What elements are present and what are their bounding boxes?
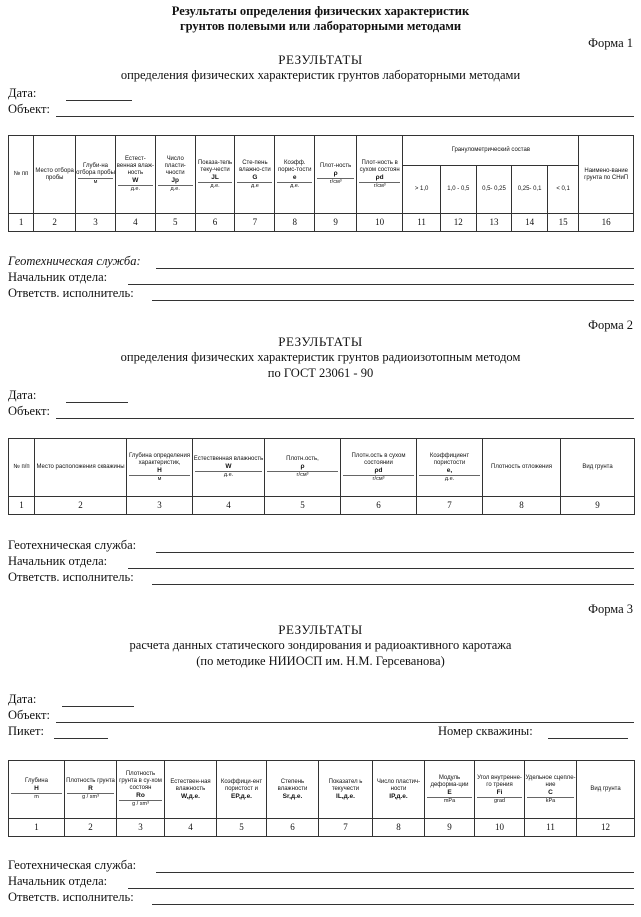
form3-column-number: 3 [117, 819, 165, 837]
form3-column-number: 10 [475, 819, 525, 837]
form1-column-number: 16 [579, 214, 634, 232]
form2-object-field[interactable] [56, 418, 634, 419]
form2-date-label: Дата: [8, 388, 37, 402]
form1-column-number: 4 [115, 214, 155, 232]
form2-header-cell: Плотн.ость, ρ г/см³ [265, 439, 341, 497]
form3-geo-service-label: Геотехническая служба: [8, 858, 137, 872]
form1-geo-service-field[interactable] [156, 268, 634, 269]
form1-header-cell: Коэфф. порис-тости e д.е. [275, 136, 315, 214]
form3-header-cell: Плотность грунта R g / sm³ [65, 761, 117, 819]
form3-column-number: 4 [165, 819, 217, 837]
form3-head-label: Начальник отдела: [8, 874, 108, 888]
form3-header-cell: Вид грунта [577, 761, 635, 819]
form3-column-number: 9 [425, 819, 475, 837]
form1-header-cell: Показа-тель теку-чести JL д.е. [195, 136, 235, 214]
form1-object-field[interactable] [56, 116, 634, 117]
form2-head-label: Начальник отдела: [8, 554, 108, 568]
form1-column-number: 12 [440, 214, 476, 232]
form3-borehole-field[interactable] [548, 738, 628, 739]
form3-object-label: Объект: [8, 708, 50, 722]
form1-column-number: 1 [9, 214, 34, 232]
form2-head-field[interactable] [128, 568, 634, 569]
form1-granulometry-sub: < 0,1 [547, 166, 578, 214]
form3-header-cell: Коэффици-ент пористост и EP,д.е. [217, 761, 267, 819]
form2-subheading2: по ГОСТ 23061 - 90 [267, 366, 374, 380]
form1-column-number: 10 [357, 214, 403, 232]
form3-object-field[interactable] [56, 722, 634, 723]
form2-column-number: 7 [417, 497, 483, 515]
form1-column-number: 5 [155, 214, 195, 232]
form2-column-number: 1 [9, 497, 35, 515]
form1-column-number: 8 [275, 214, 315, 232]
form1-granulometry-sub: 1,0 - 0,5 [440, 166, 476, 214]
form1-heading: РЕЗУЛЬТАТЫ [278, 52, 363, 67]
form1-table [8, 135, 634, 232]
form3-header-cell: Естествен-ная влажность W,д.е. [165, 761, 217, 819]
form3-executor-label: Ответств. исполнитель: [8, 890, 134, 904]
form2-date-field[interactable] [66, 402, 128, 403]
form2-column-number: 2 [35, 497, 127, 515]
form2-header-cell: Глубина определения характеристик, H м [127, 439, 193, 497]
form1-header-cell: Глуби-на отбора пробы м [76, 136, 116, 214]
form1-date-field[interactable] [66, 100, 132, 101]
form3-header-cell: Плотность грунта в су-хом состоян Ro g / sm³ [117, 761, 165, 819]
form3-subheading: расчета данных статического зондирования и радиоактивного каротажа [129, 638, 512, 652]
form1-column-number: 2 [34, 214, 76, 232]
form3-column-number: 11 [525, 819, 577, 837]
form2-geo-service-field[interactable] [156, 552, 634, 553]
form2-header-cell: № п/п [9, 439, 35, 497]
form1-column-number: 6 [195, 214, 235, 232]
form1-head-field[interactable] [128, 284, 634, 285]
form2-header-cell: Вид грунта [561, 439, 635, 497]
form2-header-cell: Плотн.ость в сухом состоянии ρd г/см³ [341, 439, 417, 497]
form2-heading: РЕЗУЛЬТАТЫ [278, 334, 363, 349]
form3-column-number: 6 [267, 819, 319, 837]
form3-date-field[interactable] [62, 706, 134, 707]
form2-header-cell: Плотность отложения [483, 439, 561, 497]
form3-column-number: 8 [373, 819, 425, 837]
form3-geo-service-field[interactable] [156, 872, 634, 873]
form3-head-field[interactable] [128, 888, 634, 889]
form3-header-cell: Модуль деформа-ции E mPa [425, 761, 475, 819]
form2-executor-label: Ответств. исполнитель: [8, 570, 134, 584]
form1-header-cell: Плот-ность в сухом состоян ρd г/см³ [357, 136, 403, 214]
form1-date-label: Дата: [8, 86, 37, 100]
form1-header-cell: Наимено-вание грунта по СНиП [579, 136, 634, 214]
form3-header-cell: Угол внутренне-го трения Fi grad [475, 761, 525, 819]
form2-column-number: 9 [561, 497, 635, 515]
form1-column-number: 3 [76, 214, 116, 232]
form1-column-number: 15 [547, 214, 578, 232]
form3-executor-field[interactable] [152, 904, 634, 905]
form3-header-cell: Глубина H m [9, 761, 65, 819]
form2-column-number: 4 [193, 497, 265, 515]
form2-column-number: 5 [265, 497, 341, 515]
form1-executor-label: Ответств. исполнитель: [8, 286, 134, 300]
form1-granulometry-header: Гранулометрический состав [403, 136, 579, 166]
form1-head-label: Начальник отдела: [8, 270, 108, 284]
form1-header-cell: Плот-ность ρ г/см³ [315, 136, 357, 214]
form1-header-cell: Число пласти-чности Jp д.е. [155, 136, 195, 214]
form2-header-cell: Место расположения скважины [35, 439, 127, 497]
form3-column-number: 7 [319, 819, 373, 837]
form3-header-cell: Число пластич-ности IP,д.е. [373, 761, 425, 819]
form1-subheading: определения физических характеристик грунтов лабораторными методами [120, 68, 521, 82]
form3-column-number: 2 [65, 819, 117, 837]
form1-object-label: Объект: [8, 102, 50, 116]
form3-heading: РЕЗУЛЬТАТЫ [278, 622, 363, 637]
form2-label: Форма 2 [588, 318, 633, 332]
form1-column-number: 11 [403, 214, 441, 232]
form1-column-number: 7 [235, 214, 275, 232]
form3-column-number: 5 [217, 819, 267, 837]
form2-column-number: 3 [127, 497, 193, 515]
form1-column-number: 9 [315, 214, 357, 232]
form1-executor-field[interactable] [152, 300, 634, 301]
form1-column-number: 14 [512, 214, 548, 232]
document-title-line2: грунтов полевыми или лабораторными методами [179, 19, 462, 33]
form1-granulometry-sub: > 1,0 [403, 166, 441, 214]
form2-header-cell: Естественная влажность W д.е. [193, 439, 265, 497]
document-title-line1: Результаты определения физических характеристик [171, 4, 470, 18]
form3-table [8, 760, 635, 837]
form2-column-number: 6 [341, 497, 417, 515]
form3-picket-field[interactable] [54, 738, 108, 739]
form2-subheading: определения физических характеристик грунтов радиоизотопным методом [120, 350, 521, 364]
form3-picket-label: Пикет: [8, 724, 44, 738]
form1-granulometry-sub: 0,5- 0,25 [476, 166, 512, 214]
form1-granulometry-sub: 0,25- 0,1 [512, 166, 548, 214]
form3-header-cell: Степень влажности Sr,д.е. [267, 761, 319, 819]
form1-geo-service-label: Геотехническая служба: [8, 254, 141, 268]
form3-subheading2: (по методике НИИОСП им. Н.М. Герсеванова) [196, 654, 445, 668]
form3-column-number: 12 [577, 819, 635, 837]
form1-header-cell: Место отбора пробы [34, 136, 76, 214]
form3-column-number: 1 [9, 819, 65, 837]
form1-column-number: 13 [476, 214, 512, 232]
form3-label: Форма 3 [588, 602, 633, 616]
form3-date-label: Дата: [8, 692, 37, 706]
form3-header-cell: Показател ь текучести IL,д.е. [319, 761, 373, 819]
form2-geo-service-label: Геотехническая служба: [8, 538, 137, 552]
form2-executor-field[interactable] [152, 584, 634, 585]
form2-table [8, 438, 635, 515]
form3-borehole-label: Номер скважины: [438, 724, 533, 738]
form1-label: Форма 1 [588, 36, 633, 50]
form3-header-cell: Удельное сцепле-ние C kPa [525, 761, 577, 819]
form1-header-cell: Естест-венная влаж-ность W д.е. [115, 136, 155, 214]
form2-object-label: Объект: [8, 404, 50, 418]
form2-column-number: 8 [483, 497, 561, 515]
form1-header-cell: № пп [9, 136, 34, 214]
form2-header-cell: Коэффициент пористости e, д.е. [417, 439, 483, 497]
form1-header-cell: Сте-пень влажно-сти G д.е [235, 136, 275, 214]
